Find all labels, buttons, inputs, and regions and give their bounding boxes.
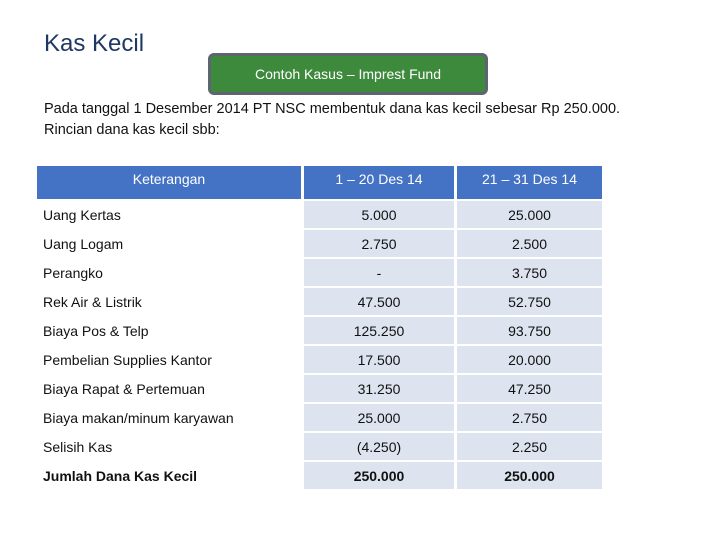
row-value-period-2: 25.000 bbox=[457, 201, 602, 228]
row-value-period-1: 17.500 bbox=[304, 346, 454, 373]
table-row bbox=[37, 375, 602, 402]
table-body bbox=[37, 201, 602, 489]
row-value-period-2: 93.750 bbox=[457, 317, 602, 344]
table-row bbox=[37, 288, 602, 315]
total-value-period-1: 250.000 bbox=[304, 462, 454, 489]
intro-line-1: Pada tanggal 1 Desember 2014 PT NSC membentuk dana kas kecil sebesar Rp 250.000. bbox=[44, 101, 621, 117]
page-title: Kas Kecil bbox=[44, 30, 145, 57]
row-value-period-2: 20.000 bbox=[457, 346, 602, 373]
intro-line-2: Rincian dana kas kecil sbb: bbox=[44, 122, 220, 138]
row-label: Biaya Rapat & Pertemuan bbox=[37, 375, 301, 402]
table-total-row bbox=[37, 462, 602, 489]
header-period-2: 21 – 31 Des 14 bbox=[457, 166, 602, 199]
row-value-period-1: 25.000 bbox=[304, 404, 454, 431]
row-value-period-1: 31.250 bbox=[304, 375, 454, 402]
table-row bbox=[37, 317, 602, 344]
case-label: Contoh Kasus – Imprest Fund bbox=[255, 66, 441, 82]
header-period-1: 1 – 20 Des 14 bbox=[304, 166, 454, 199]
petty-cash-table bbox=[37, 164, 602, 491]
row-label: Uang Kertas bbox=[37, 201, 301, 228]
row-value-period-1: (4.250) bbox=[304, 433, 454, 460]
row-value-period-1: 47.500 bbox=[304, 288, 454, 315]
row-value-period-1: 2.750 bbox=[304, 230, 454, 257]
row-value-period-2: 2.500 bbox=[457, 230, 602, 257]
table-header-row bbox=[37, 166, 602, 199]
row-label: Perangko bbox=[37, 259, 301, 286]
table-row bbox=[37, 433, 602, 460]
total-value-period-2: 250.000 bbox=[457, 462, 602, 489]
row-label: Pembelian Supplies Kantor bbox=[37, 346, 301, 373]
row-label: Biaya Pos & Telp bbox=[37, 317, 301, 344]
row-label: Uang Logam bbox=[37, 230, 301, 257]
row-value-period-2: 3.750 bbox=[457, 259, 602, 286]
table-row bbox=[37, 259, 602, 286]
table-row bbox=[37, 230, 602, 257]
header-keterangan: Keterangan bbox=[37, 166, 301, 199]
table-row bbox=[37, 346, 602, 373]
intro-text bbox=[44, 99, 704, 141]
table-row bbox=[37, 201, 602, 228]
row-value-period-1: - bbox=[304, 259, 454, 286]
row-label: Rek Air & Listrik bbox=[37, 288, 301, 315]
case-label-box bbox=[208, 53, 488, 95]
row-value-period-2: 2.750 bbox=[457, 404, 602, 431]
table-row bbox=[37, 404, 602, 431]
row-value-period-2: 52.750 bbox=[457, 288, 602, 315]
row-value-period-1: 125.250 bbox=[304, 317, 454, 344]
row-label: Selisih Kas bbox=[37, 433, 301, 460]
row-label: Biaya makan/minum karyawan bbox=[37, 404, 301, 431]
row-value-period-2: 2.250 bbox=[457, 433, 602, 460]
row-value-period-1: 5.000 bbox=[304, 201, 454, 228]
total-label: Jumlah Dana Kas Kecil bbox=[37, 462, 301, 489]
row-value-period-2: 47.250 bbox=[457, 375, 602, 402]
